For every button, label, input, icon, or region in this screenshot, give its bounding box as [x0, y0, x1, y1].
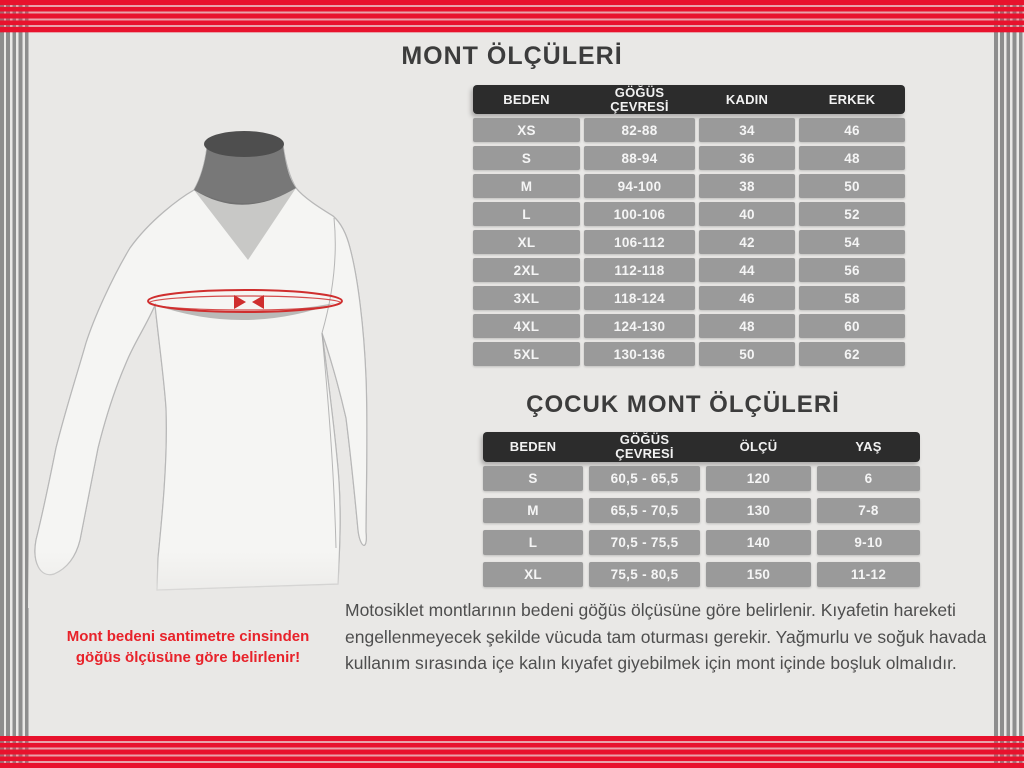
table-cell: 50	[799, 174, 905, 198]
child-size-table	[483, 432, 920, 587]
table-cell: 60	[799, 314, 905, 338]
child-table-header-row	[483, 432, 920, 462]
table-cell: 4XL	[473, 314, 580, 338]
table-cell: 34	[699, 118, 795, 142]
table-cell: XS	[473, 118, 580, 142]
column-header: GÖĞÜS ÇEVRESİ	[615, 432, 674, 461]
table-cell: 60,5 - 65,5	[589, 466, 700, 491]
table-cell: 140	[706, 530, 811, 555]
table-cell: 38	[699, 174, 795, 198]
table-cell: 56	[799, 258, 905, 282]
adult-table-header-row	[473, 85, 905, 114]
table-cell: 48	[799, 146, 905, 170]
sizing-description: Motosiklet montlarının bedeni göğüs ölçüsüne göre belirlenir. Kıyafetin hareketi engellenmeyecek şekilde vücuda tam oturması gerekir. Yağmurlu ve soğuk havada kullanım sırasında içe kalın kıyafet giyebilmek için mont içinde boşluk olmalıdır.	[345, 600, 987, 673]
table-cell: 70,5 - 75,5	[589, 530, 700, 555]
table-cell: 40	[699, 202, 795, 226]
table-cell: 65,5 - 70,5	[589, 498, 700, 523]
bottom-red-stripes	[0, 736, 1024, 768]
mannequin-figure	[28, 128, 368, 608]
table-cell: 48	[699, 314, 795, 338]
table-cell: S	[483, 466, 583, 491]
table-cell: L	[483, 530, 583, 555]
column-header: BEDEN	[503, 91, 550, 107]
column-header: ÖLÇÜ	[739, 439, 778, 454]
figure-fade	[28, 552, 368, 608]
column-header: KADIN	[725, 91, 769, 107]
table-cell: M	[483, 498, 583, 523]
page-title: MONT ÖLÇÜLERİ	[401, 42, 623, 70]
table-cell: 36	[699, 146, 795, 170]
column-header: YAŞ	[855, 439, 882, 454]
table-cell: 106-112	[584, 230, 695, 254]
table-cell: 75,5 - 80,5	[589, 562, 700, 587]
table-cell: 54	[799, 230, 905, 254]
table-cell: L	[473, 202, 580, 226]
column-header: ERKEK	[828, 91, 876, 107]
table-cell: 5XL	[473, 342, 580, 366]
table-cell: S	[473, 146, 580, 170]
adult-size-table	[473, 85, 905, 366]
table-cell: 3XL	[473, 286, 580, 310]
table-cell: XL	[473, 230, 580, 254]
table-cell: 130	[706, 498, 811, 523]
table-cell: 82-88	[584, 118, 695, 142]
table-cell: 100-106	[584, 202, 695, 226]
table-cell: 7-8	[817, 498, 920, 523]
table-cell: 2XL	[473, 258, 580, 282]
chin-shadow	[204, 131, 284, 157]
table-cell: M	[473, 174, 580, 198]
table-cell: 11-12	[817, 562, 920, 587]
table-cell: 112-118	[584, 258, 695, 282]
child-table-body	[483, 466, 920, 587]
right-gray-stripes	[994, 0, 1024, 768]
measurement-note-line1: Mont bedeni santimetre cinsinden	[66, 628, 310, 645]
table-cell: 44	[699, 258, 795, 282]
table-cell: 124-130	[584, 314, 695, 338]
adult-table-body	[473, 118, 905, 366]
table-cell: 130-136	[584, 342, 695, 366]
column-header: GÖĞÜS ÇEVRESİ	[610, 84, 669, 114]
table-cell: 9-10	[817, 530, 920, 555]
measurement-note	[38, 626, 338, 668]
wireframe-mesh	[35, 146, 367, 590]
table-cell: 46	[699, 286, 795, 310]
table-cell: 58	[799, 286, 905, 310]
table-cell: 88-94	[584, 146, 695, 170]
table-cell: 52	[799, 202, 905, 226]
table-cell: 150	[706, 562, 811, 587]
table-cell: 94-100	[584, 174, 695, 198]
left-gray-stripes	[0, 0, 30, 768]
top-red-stripes	[0, 0, 1024, 33]
table-cell: 42	[699, 230, 795, 254]
table-cell: 118-124	[584, 286, 695, 310]
table-cell: 50	[699, 342, 795, 366]
child-table-title: ÇOCUK MONT ÖLÇÜLERİ	[526, 391, 840, 418]
column-header: BEDEN	[509, 439, 557, 454]
table-cell: 46	[799, 118, 905, 142]
table-cell: XL	[483, 562, 583, 587]
table-cell: 6	[817, 466, 920, 491]
table-cell: 120	[706, 466, 811, 491]
table-cell: 62	[799, 342, 905, 366]
measurement-note-line2: göğüs ölçüsüne göre belirlenir!	[75, 649, 301, 666]
